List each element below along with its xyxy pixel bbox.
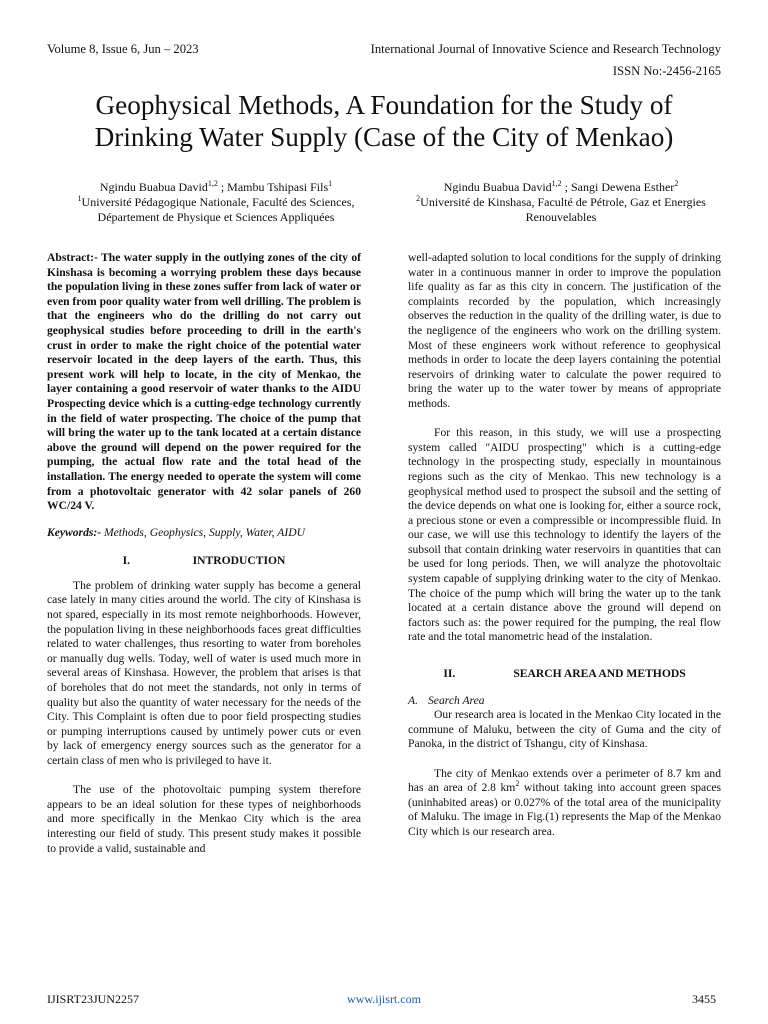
search-area-paragraph-1: Our research area is located in the Menkao City located in the commune of Maluku, between the city of Guma and the city of Panoka, in the district of Tshangu, city of Kinshasa. bbox=[408, 708, 721, 751]
footer-page-number: 3455 bbox=[692, 992, 716, 1006]
intro-paragraph-2: The use of the photovoltaic pumping system therefore appears to be an ideal solution for these types of neighborhoods and more specifically in the Menkao City which is the area interesting our field of study. This present study makes it possible to provide a valid, sustainable and bbox=[47, 783, 361, 855]
section-title: INTRODUCTION bbox=[192, 554, 286, 568]
section-heading-introduction bbox=[47, 554, 361, 569]
right-column bbox=[408, 251, 721, 840]
footer-website-link[interactable]: www.ijisrt.com bbox=[347, 992, 421, 1006]
text-run: The city of Menkao extends over a perimeter of 8.7 km and has an area of 2.8 km bbox=[408, 766, 721, 795]
abstract: Abstract:- The water supply in the outlying zones of the city of Kinshasa is becoming a worrying problem these days because the population living in these zones suffer from lack of water or even from poor quality water from well drilling. The problem is that the engineers who do the drilling do not carry out geophysical studies before proceeding to drill in the earth's crust in order to make the right choice of the potential water reservoir located in the deep layers of the earth. Thus, this present work will help to locate, in the city of Menkao, the layer containing a good reservoir of water thanks to the AIDU Prospecting device which is a cutting-edge technology currently in the field of water prospecting. The choice of the pump that will bring the water up to the tank located at a certain distance above the ground will depend on the power required for the pumping, the actual flow rate and the total head of the installation. The energy needed to operate the system will come from a photovoltaic generator with 42 solar panels of 260 WC/24 V. bbox=[47, 251, 361, 513]
section-number: I. bbox=[122, 554, 131, 568]
body-paragraph-1: well-adapted solution to local conditions for the supply of drinking water in a continuous manner in order to improve the population life quality as far as this city in concern. The justification of the complaints recorded by the population, which increasingly observes the reduction in the quality of the drilling water, is due to the negligence of the engineers who work on the drilling system. Most of these engineers work without reference to geophysical methods in order to locate the deep layers containing the potential reservoirs of drinking water to calculate the power required to bring the water up to the water tower by means of appropriate methods. bbox=[408, 251, 721, 410]
section-number: II. bbox=[443, 667, 456, 681]
section-title: SEARCH AREA AND METHODS bbox=[513, 667, 686, 681]
author-name: Ngindu Buabua David bbox=[443, 180, 552, 194]
author-sup: 1 bbox=[328, 179, 333, 188]
author-sup: 1,2 bbox=[551, 179, 562, 188]
title-line-1: Geophysical Methods, A Foundation for the Study of bbox=[95, 90, 673, 120]
author-names-left bbox=[40, 180, 392, 195]
author-name: ; Sangi Dewena Esther bbox=[561, 180, 675, 194]
affiliation-left-line2: Département de Physique et Sciences Appliquées bbox=[97, 210, 335, 224]
section-heading-search-area bbox=[408, 667, 721, 682]
subsection-heading-search-area bbox=[408, 694, 721, 709]
body-paragraph-2: For this reason, in this study, we will use a prospecting system called "AIDU prospecting" which is a cutting-edge technology in the prospecting study, especially in mountainous regions such as the city of Menkao. This new technology is a geophysical method used to prospect the subsoil and the setting of the device depends on what one is looking for, either a source rock, a precious stone or even a compressible or incompressible fluid. In our case, we will use this technology to identify the layers of the subsoil that contain drinking water reservoirs in quantities that can be used for long periods. Then, we will analyze the photovoltaic system capable of supplying drinking water to the city of Menkao. The choice of the pump which will bring the water up to the tank located at a certain distance above the ground will depend on factors such as: the power required for the pumping, the real flow rate and the total manometric head of the instalation. bbox=[408, 426, 721, 644]
superscript: 2 bbox=[515, 779, 520, 789]
author-names-right bbox=[396, 180, 726, 195]
subsection-title: Search Area bbox=[428, 693, 485, 707]
header-issn: ISSN No:-2456-2165 bbox=[612, 64, 721, 78]
affiliation-right bbox=[396, 195, 726, 210]
keywords-list: Methods, Geophysics, Supply, Water, AIDU bbox=[101, 525, 305, 539]
keywords-label: Keywords:- bbox=[47, 525, 102, 539]
author-block-left bbox=[40, 180, 392, 225]
subsection-number: A. bbox=[408, 693, 418, 707]
paper-title bbox=[40, 89, 728, 153]
title-line-2: Drinking Water Supply (Case of the City of Menkao) bbox=[94, 122, 674, 152]
affiliation-sup: 2 bbox=[416, 194, 421, 203]
header-volume: Volume 8, Issue 6, Jun – 2023 bbox=[47, 42, 199, 56]
affiliation-line: Université de Kinshasa, Faculté de Pétrole, Gaz et Energies bbox=[420, 195, 706, 209]
affiliation-left bbox=[40, 195, 392, 210]
author-block-right bbox=[396, 180, 726, 225]
search-area-paragraph-2 bbox=[408, 767, 721, 840]
footer-paper-code: IJISRT23JUN2257 bbox=[47, 992, 139, 1006]
author-name: Ngindu Buabua David bbox=[99, 180, 208, 194]
affiliation-line: Université Pédagogique Nationale, Faculté des Sciences, bbox=[81, 195, 355, 209]
intro-paragraph-1: The problem of drinking water supply has become a general case lately in many cities around the world. The city of Kinshasa is not spared, especially in its most remote neighborhoods. However, the population living in these neighborhoods faces great difficulties related to water challenges, thus resorting to water from boreholes or manually dug wells. Today, well of water is used much more in several areas of Kinshasa. However, the problem that arises is that of boreholes that do not meet the standards, not only in terms of quality but also the quantity of water necessary for the needs of the City. This Complaint is often due to poor field prospecting studies or pumping interruptions caused by untimely power cuts or even by lack of emergency energy sources such as the generator for a certain class of men who is privileged to have it. bbox=[47, 578, 361, 767]
affiliation-right-line2: Renouvelables bbox=[525, 210, 597, 224]
keywords bbox=[47, 526, 361, 541]
affiliation-sup: 1 bbox=[77, 194, 82, 203]
text-run: without taking into account green spaces (uninhabited areas) or 0.027% of the total area of the municipality of Maluku. The image in Fig.(1) represents the Map of the Menkao City which is our research area. bbox=[408, 781, 722, 838]
author-sup: 1,2 bbox=[207, 179, 218, 188]
header-journal: International Journal of Innovative Science and Research Technology bbox=[370, 42, 721, 56]
author-name: ; Mambu Tshipasi Fils bbox=[217, 180, 329, 194]
author-sup: 2 bbox=[674, 179, 679, 188]
left-column bbox=[47, 251, 361, 856]
